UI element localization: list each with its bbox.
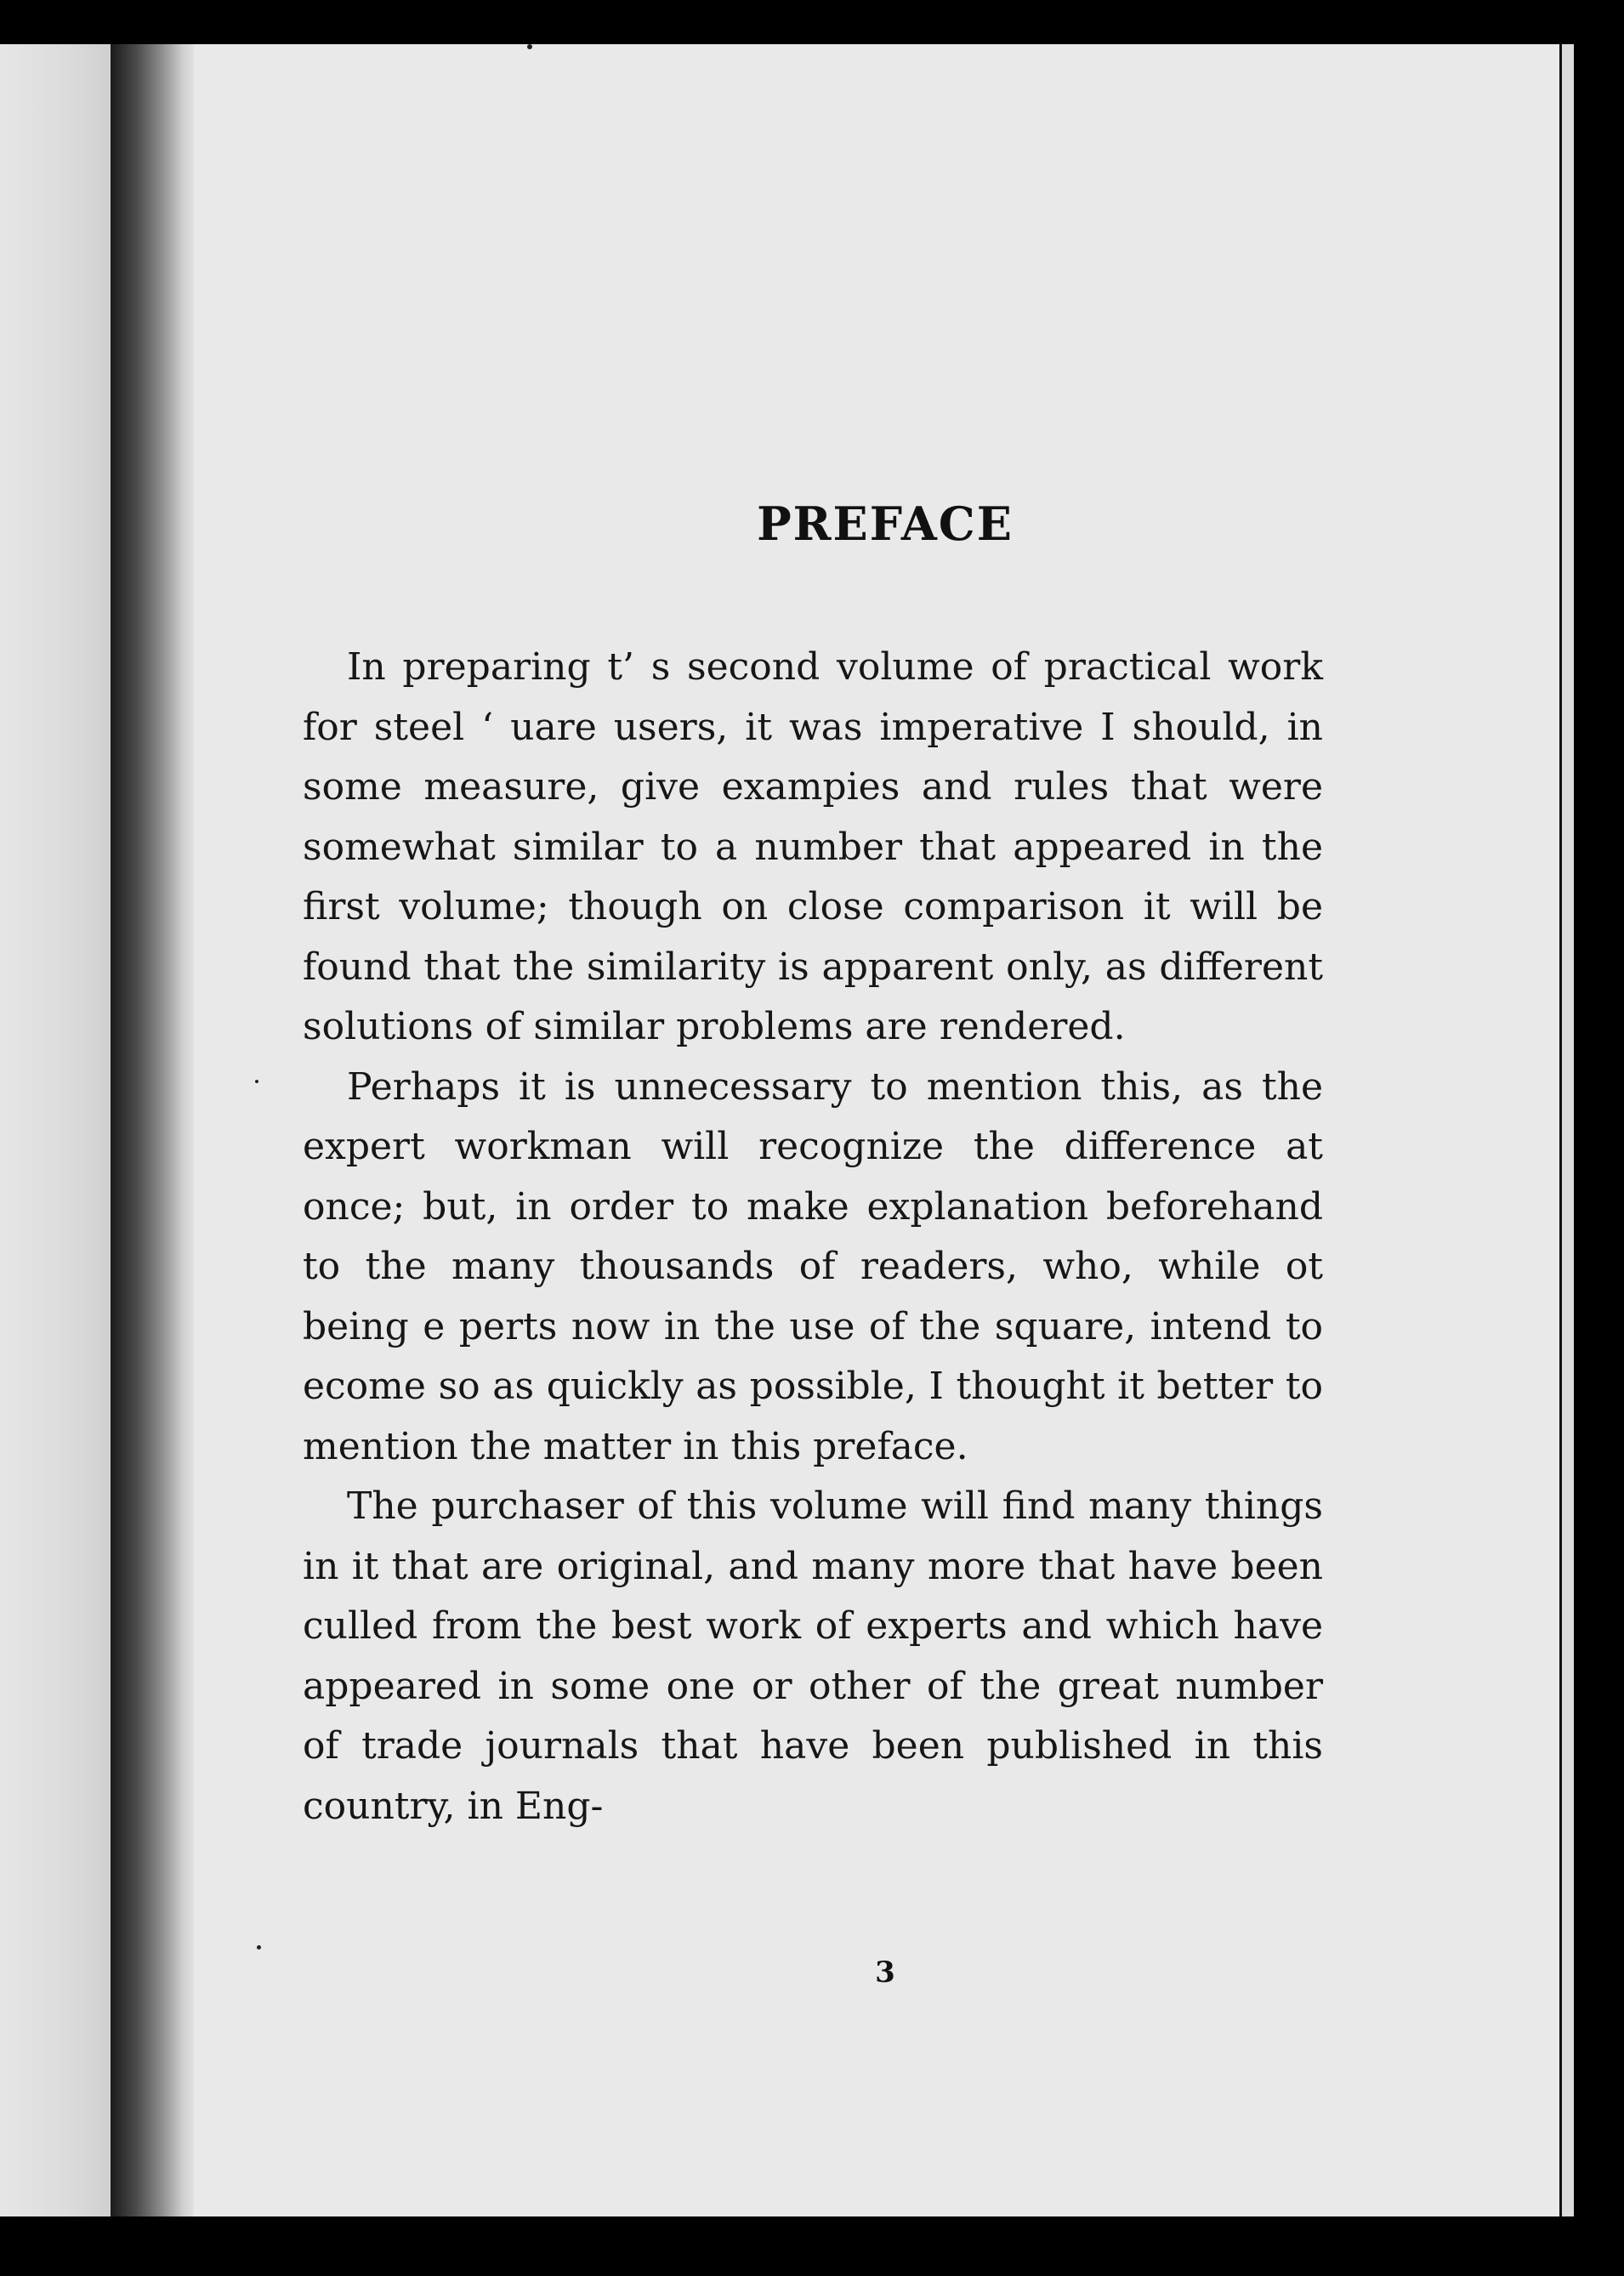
paragraph-2: Perhaps it is unnecessary to mention this, as the expert workman will recognize the difference at once; but, in order to make explanation beforehand to the many thousands of readers, who, while ot being e perts now in the use of the square, intend to ecome so as quickly as possible, I thought it better to mention the matter in this preface.	[303, 1064, 1323, 1468]
body-text	[303, 638, 1323, 1836]
print-speck	[255, 1080, 258, 1083]
book-gutter	[111, 44, 196, 2216]
paragraph-3: The purchaser of this volume will find many things in it that are original, and many more that have been culled from the best work of experts and which have appeared in some one or other of the great number of trade journals that have been published in this country, in Eng-	[303, 1484, 1323, 1828]
book-page	[194, 44, 1559, 2216]
print-speck	[257, 1945, 261, 1950]
paragraph-1: In preparing t’ s second volume of practical work for steel ‘ uare users, it was imperative I should, in some measure, give exampies and rules that were somewhat similar to a number that appeared in the first volume; though on close comparison it will be found that the similarity is apparent only, as different solutions of similar problems are rendered.	[303, 645, 1323, 1048]
page-right-edge	[1559, 44, 1574, 2216]
print-speck	[527, 44, 532, 49]
facing-page-edge	[0, 44, 111, 2216]
page-number: 3	[875, 1955, 895, 1989]
page-heading: PREFACE	[757, 497, 1014, 551]
